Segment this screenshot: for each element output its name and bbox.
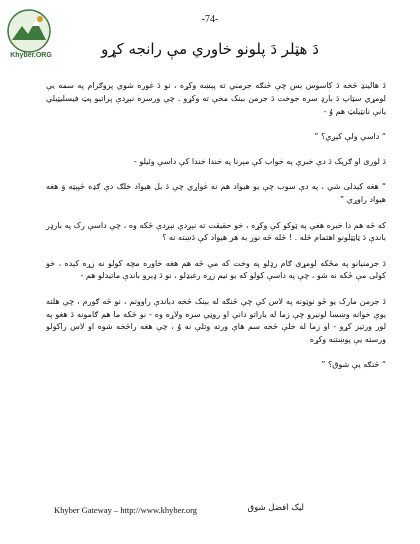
paragraph-7: دَ جرمن مارک يو څو نوټونه په لاس کې چې څنګه له ببنک څخه دباندې راووتم ، نو څه ګورم ، چې هلته يوې خوانه وښسا لونيرو چې زما له ياراتو دانې او روڼي سره ولاړه وه - نو څکه ما هم ګامونه دَ هغو په لور ورتيز کړو - او زما له خلې څخه سم هاې ورته وتلې نه وُ ، چې هغه راڅخه شوه او لاس راکولو ورسته يې پوښتنه وکړه (46, 296, 386, 345)
paragraph-5: که څه هم دا خبره هغې په ټوکو کې وکړه ، خو حقيقت ته نېږدې نېږدې څکه وه ، چې داسې رک په بارډر باندې دَ ټاټټلونو اهتمام څله . ! څله څه نور به هر هيواد کې دَښته نه ؟ (46, 220, 386, 243)
paragraph-4: “ هغه کيدلی شي ، په دې سوب چې يو هيواد هم نه غواړي چې دَ بل هيواد خلګ دې ګډه څپېټه وَ هغه هيواد راوړي ” (46, 182, 386, 205)
paragraph-1: دَ هالينډ څخه دَ کاسوس بس چې څنګه جرمني ته پېښه وکړه ، نو دَ غوره شوي پروګرام په سمه يې لومړي سټاپ دَ بارډ سره جوخت دَ جرمن ببنک مخې ته وکړو . چې ورسره نېږدې پراتيو پټ فيسليټيلي يانې نانټيلټ هم وُ - (46, 81, 386, 116)
footer-author: ليک افضل شوق (247, 503, 304, 513)
document-body (46, 80, 386, 385)
footer-source: Khyber Gateway – http://www.khyber.org (54, 505, 198, 515)
paragraph-3: دَ لوری او ګریک دَ دې خبرې په خواب کې مېرنا په خندا خندا کې داسې وئيلو - (133, 157, 386, 167)
page-number: -74- (201, 14, 219, 25)
paragraph-2: “ داسې ولې کيږي؟ ” (314, 131, 386, 141)
paragraph-6: دَ جرمنيانو په مځکه لومړی ګام رډلو په وخت که مې څه هم هغه خاوره مچه کولو نه زړه کېده ، خو کولی مې څکه نه شو ، چې په داسې کولو که يو نيم زړه رغبډلو ، نو دَ ډېرو باندې ماتيدلو هم - (46, 258, 386, 281)
page-title: دَ هټلر دَ پلونو خاوري مې رانجه کړو (101, 40, 319, 58)
logo-caption: Khyber.ORG (10, 52, 52, 59)
paragraph-8: “ څنګه يې شوق؟ ” (321, 360, 386, 370)
